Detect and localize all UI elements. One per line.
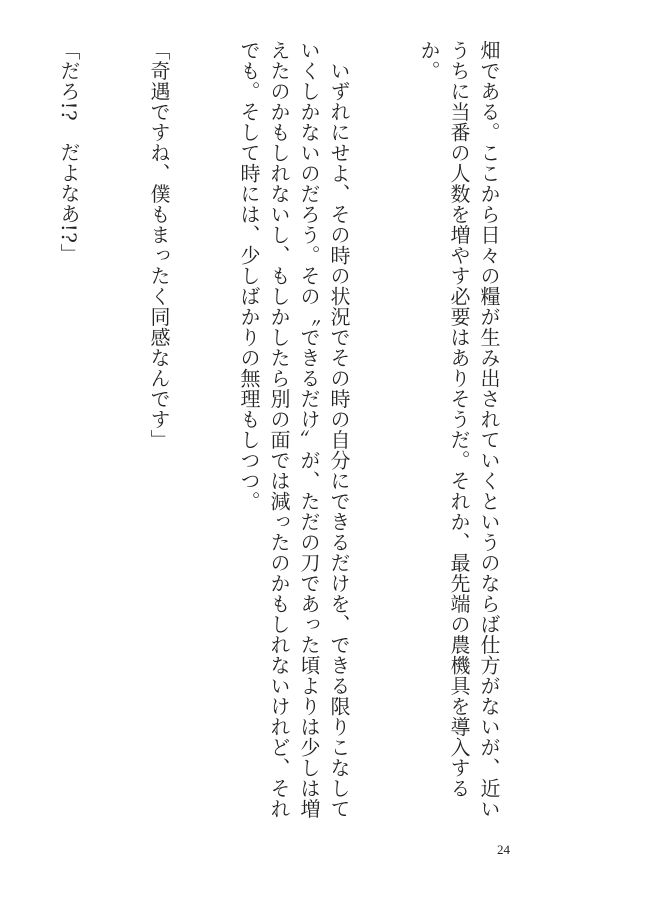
- page-number: 24: [497, 842, 510, 857]
- vertical-text-body: [44, 40, 564, 820]
- paragraph-1: 畑である。ここから日々の糧が生み出されていくというのならば仕方がないが、近いうちに当番の人数を増やす必要はありそうだ。それか、最先端の農機具を導入するか。: [417, 40, 501, 819]
- paragraph-3-dialogue: 「奇遇ですね、僕もまったく同感なんです」: [147, 40, 171, 450]
- paragraph-4-dialogue: 「だろ!? だよなあ!?」: [57, 40, 81, 265]
- paragraph-2: いずれにせよ、その時の状況でその時の自分にできるだけを、できる限りこなしていくしかないのだろう。その〝できるだけ〟が、ただの刀であった頃よりは少しは増えたのかもしれないし、もしかしたら別の面では減ったのかもしれないけれど、それでも。そして時には、少しばかりの無理もしつつ。: [237, 40, 351, 819]
